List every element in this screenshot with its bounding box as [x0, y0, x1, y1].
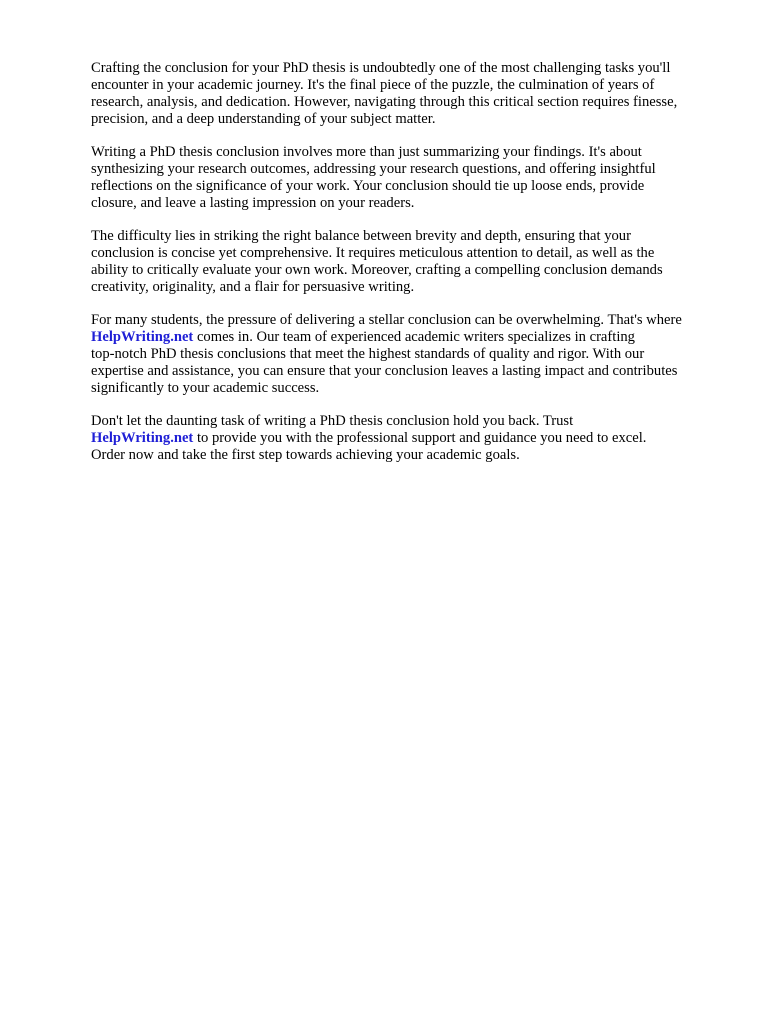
- paragraph-students-pressure: [91, 312, 731, 397]
- paragraph-text-before-link: For many students, the pressure of delivering a stellar conclusion can be overwhelming. That's where: [91, 312, 682, 328]
- helpwriting-link[interactable]: HelpWriting.net: [91, 329, 194, 345]
- paragraph-text-after-link: comes in. Our team of experienced academic writers specializes in crafting top-notch PhD thesis conclusions that meet the highest standards of quality and rigor. With our expertise and assistance, you can ensure that your conclusion leaves a lasting impact and contributes significantly to your academic success.: [91, 329, 678, 396]
- helpwriting-link[interactable]: HelpWriting.net: [91, 430, 194, 446]
- paragraph-text-before-link: Don't let the daunting task of writing a PhD thesis conclusion hold you back. Trust: [91, 413, 574, 429]
- paragraph-text-after-link: to provide you with the professional support and guidance you need to excel. Order now and take the first step towards achieving your academic goals.: [91, 430, 647, 463]
- document-body: [91, 60, 731, 480]
- paragraph-intro: Crafting the conclusion for your PhD thesis is undoubtedly one of the most challenging tasks you'll encounter in your academic journey. It's the final piece of the puzzle, the culmination of years of research, analysis, and dedication. However, navigating through this critical section requires finesse, precision, and a deep understanding of your subject matter.: [91, 60, 678, 127]
- paragraph-call-to-action: [91, 413, 731, 464]
- paragraph-writing-conclusion: Writing a PhD thesis conclusion involves more than just summarizing your findings. It's about synthesizing your research outcomes, addressing your research questions, and offering insightful reflections on the significance of your work. Your conclusion should tie up loose ends, provide closure, and leave a lasting impression on your readers.: [91, 144, 656, 211]
- paragraph-difficulty: The difficulty lies in striking the right balance between brevity and depth, ensuring that your conclusion is concise yet comprehensive. It requires meticulous attention to detail, as well as the ability to critically evaluate your own work. Moreover, crafting a compelling conclusion demands creativity, originality, and a flair for persuasive writing.: [91, 228, 663, 295]
